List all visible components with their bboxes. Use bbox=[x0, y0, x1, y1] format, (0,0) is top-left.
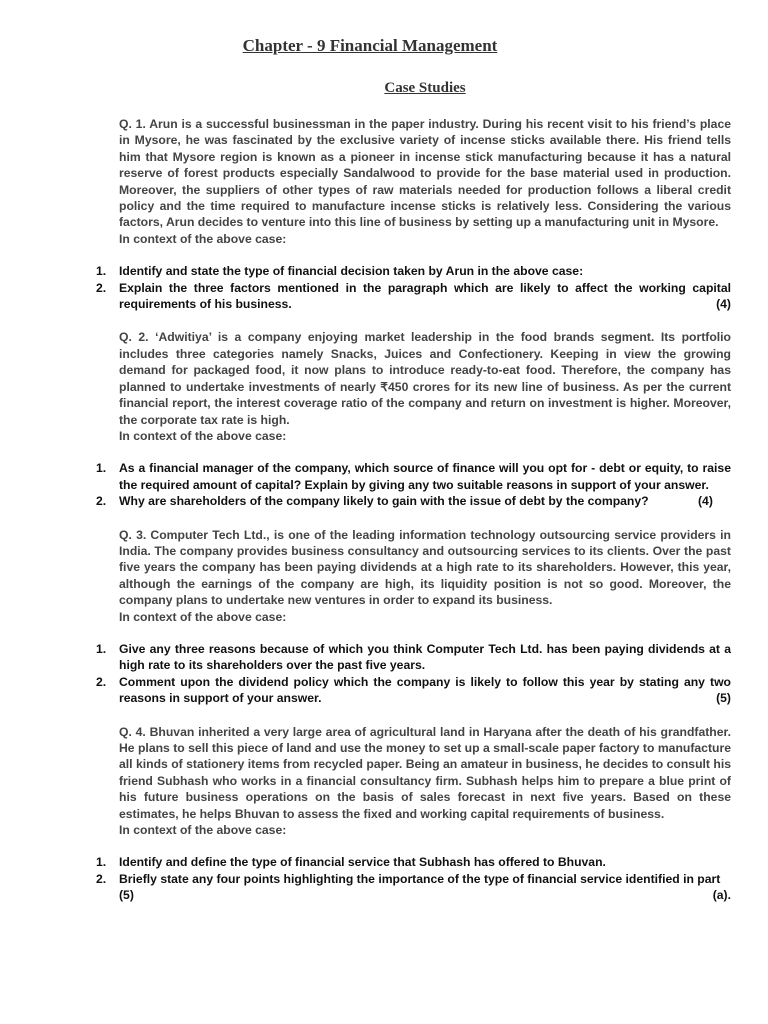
question-item bbox=[0, 641, 731, 674]
page-title: Chapter - 9 Financial Management bbox=[242, 36, 498, 55]
case-paragraph: Q. 1. Arun is a successful businessman in the paper industry. During his recent visit to his friend’s place in Mysore, he was fascinated by the exclusive variety of incense sticks available there. His friend tells him that Mysore region is known as a pioneer in incense stick manufacturing because it has a natural reserve of forest products especially Sandalwood to provide for the base material used in production. Moreover, the suppliers of other types of raw materials needed for production follows a liberal credit policy and the time required to manufacture incense sticks is relatively less. Considering the various factors, Arun decides to venture into this line of business by setting up a manufacturing unit in Mysore. bbox=[119, 117, 731, 230]
case-context: In context of the above case: bbox=[119, 428, 287, 443]
question-number: 2. bbox=[96, 674, 107, 689]
question-text: Explain the three factors mentioned in the paragraph which are likely to affect the working capital requirements of his business. bbox=[119, 280, 731, 312]
case-paragraph: Q. 2. ‘Adwitiya’ is a company enjoying market leadership in the food brands segment. Its portfolio includes three categories namely Snacks, Juices and Confectionery. Keeping in view the growing demand for packaged food, it now plans to introduce ready-to-eat food. Therefore, the company has planned to undertake investments of nearly ₹450 crores for its new line of business. As per the current financial report, the interest coverage ratio of the company and return on investment is higher. Moreover, the corporate tax rate is high. bbox=[119, 330, 731, 427]
question-marks: (4) bbox=[697, 494, 713, 509]
case-paragraph: Q. 4. Bhuvan inherited a very large area of agricultural land in Haryana after the death of his grandfather. He plans to sell this piece of land and use the money to set up a small-scale paper factory to manufacture all kinds of stationery items from recycled paper. Being an amateur in business, he decides to consult his friend Subhash who works in a financial consultancy firm. Subhash helps him to prepare a blue print of his future business operations on the basis of sales forecast in next five years. Based on these estimates, he helps Bhuvan to assess the fixed and working capital requirements of business. bbox=[119, 724, 731, 821]
question-list bbox=[0, 641, 768, 707]
question-item bbox=[0, 460, 731, 493]
question-text: Give any three reasons because of which you think Computer Tech Ltd. has been paying dividends at a high rate to its shareholders over the past five years. bbox=[119, 641, 731, 673]
question-item bbox=[0, 280, 731, 313]
question-number: 1. bbox=[96, 855, 107, 870]
question-list bbox=[0, 460, 768, 509]
question-number: 2. bbox=[96, 494, 107, 509]
case-context: In context of the above case: bbox=[119, 609, 287, 624]
question-item bbox=[0, 854, 731, 870]
question-number: 2. bbox=[96, 871, 107, 886]
question-text: Why are shareholders of the company likely to gain with the issue of debt by the company? bbox=[119, 494, 649, 509]
question-text: As a financial manager of the company, which source of finance will you opt for - debt or equity, to raise the required amount of capital? Explain by giving any two suitable reasons in support of your answer. bbox=[119, 461, 731, 492]
question-item bbox=[0, 871, 731, 904]
question-marks: (5) bbox=[119, 888, 134, 903]
section-subtitle: Case Studies bbox=[384, 80, 466, 96]
question-number: 1. bbox=[96, 264, 107, 279]
question-text: Briefly state any four points highlighting the importance of the type of financial service identified in part bbox=[119, 871, 721, 886]
question-number: 1. bbox=[96, 461, 107, 476]
question-marks: (4) bbox=[716, 297, 731, 312]
question-item bbox=[0, 674, 731, 707]
question-number: 1. bbox=[96, 641, 107, 656]
question-list bbox=[0, 263, 768, 312]
question-item bbox=[0, 493, 731, 509]
case-context: In context of the above case: bbox=[119, 231, 287, 246]
question-text: Identify and state the type of financial decision taken by Arun in the above case: bbox=[119, 264, 584, 279]
question-list bbox=[0, 854, 768, 903]
question-item bbox=[0, 263, 731, 279]
question-number: 2. bbox=[96, 280, 107, 295]
case-context: In context of the above case: bbox=[119, 823, 287, 838]
case-paragraph: Q. 3. Computer Tech Ltd., is one of the leading information technology outsourcing service providers in India. The company provides business consultancy and outsourcing services to its clients. Over the past five years the company has been paying dividends at a high rate to its shareholders. However, this year, although the earnings of the company are high, its liquidity position is not so good. Moreover, the company plans to undertake new ventures in order to expand its business. bbox=[119, 527, 731, 608]
question-marks: (5) bbox=[716, 691, 731, 706]
case-studies bbox=[0, 116, 768, 921]
question-text: Comment upon the dividend policy which the company is likely to follow this year by stating any two reasons in support of your answer. bbox=[119, 674, 731, 706]
question-text: Identify and define the type of financial service that Subhash has offered to Bhuvan. bbox=[119, 855, 606, 870]
question-part-ref: (a). bbox=[712, 888, 731, 903]
